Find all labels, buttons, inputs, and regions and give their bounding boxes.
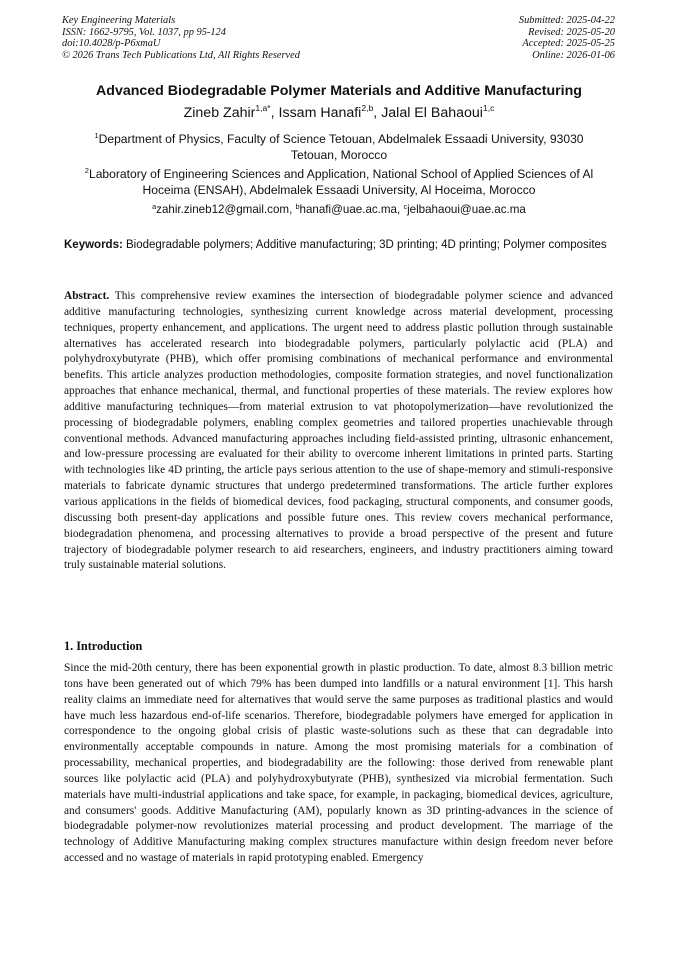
author-separator: , (270, 105, 279, 121)
affiliation-superscript: 1 (94, 131, 99, 140)
author-name: Zineb Zahir (183, 105, 256, 121)
affiliation-text: Department of Physics, Faculty of Science Tetouan, Abdelmalek Essaadi University, 93030 Tetouan, Morocco (98, 132, 584, 162)
email-link[interactable]: zahir.zineb12@gmail.com (156, 203, 290, 216)
introduction-paragraph: Since the mid-20th century, there has been exponential growth in plastic production. To date, almost 8.3 billion metric tons have been generated out of which 79% has been dumped into landfills or a natural environment [1]. This harsh reality claims an immediate need for alternatives that would serve the same purposes as traditional plastics and would have much less hazardous end-of-life scenarios. Therefore, biodegradable polymers have emerged for application in correspondence to the ongoing global crisis of plastic waste-solutions such as these that can degradable into environmentally acceptable compounds in nature. Among the most promising materials for a combination of processability, mechanical properties, and biodegradability are the following: those derived from renewable plant sources like polylactic acid (PLA) and polyhydroxybutyrate (PHB), synthesized via microbial fermentation. Such materials have multi-industrial applications and take space, for example, in packaging, biomedical devices, agriculture, and consumers' goods. Additive Manufacturing (AM), popularly known as 3D printing-advances in the science of biodegradable polymer-now revolutionizes material processing and product development. The marriage of the technology of Additive Manufacturing making complex structures manufacture within design freedom never before accessed and no wastage of materials in rapid prototyping enabled. Emergency (64, 662, 613, 865)
abstract-paragraph (64, 289, 613, 574)
author-name: Jalal El Bahaoui (381, 105, 483, 121)
keywords-text: Biodegradable polymers; Additive manufacturing; 3D printing; 4D printing; Polymer composites (126, 239, 607, 251)
keywords-label: Keywords: (64, 239, 123, 251)
affiliation-text: Laboratory of Engineering Sciences and Application, National School of Applied Sciences of Al Hoceima (ENSAH), Abdelmalek Essaadi University, Al Hoceima, Morocco (88, 167, 594, 197)
journal-doi: doi:10.4028/p-P6xmaU (62, 38, 161, 50)
accepted-date: Accepted: 2025-05-25 (522, 38, 615, 50)
journal-issn: ISSN: 1662-9795, Vol. 1037, pp 95-124 (62, 26, 226, 38)
email-superscript: c (403, 202, 408, 211)
email-superscript: b (295, 202, 300, 211)
author-superscript: 1,c (482, 103, 495, 113)
journal-name: Key Engineering Materials (62, 15, 176, 26)
email-superscript: a (152, 202, 157, 211)
author-superscript: 1,a* (255, 103, 271, 113)
affiliation-2 (75, 166, 603, 198)
affiliation-superscript: 2 (84, 166, 89, 175)
email-separator: , (397, 203, 404, 216)
author-separator: , (373, 105, 382, 121)
revised-date: Revised: 2025-05-20 (528, 26, 615, 38)
email-separator: , (289, 203, 296, 216)
keywords-paragraph (64, 237, 613, 253)
submitted-date: Submitted: 2025-04-22 (518, 15, 615, 26)
email-list (40, 202, 638, 217)
journal-copyright: © 2026 Trans Tech Publications Ltd, All Rights Reserved (62, 49, 300, 61)
author-list (40, 104, 638, 122)
author-name: Issam Hanafi (278, 105, 362, 121)
email-link[interactable]: jelbahaoui@uae.ac.ma (407, 203, 526, 216)
journal-header-left (62, 15, 300, 61)
abstract-label: Abstract. (64, 290, 110, 302)
abstract-text: This comprehensive review examines the intersection of biodegradable polymer science and advanced additive manufacturing technologies, synthesizing current knowledge across material development, processing techniques, property enhancement, and applications. The urgent need to address plastic pollution through sustainable alternatives has accelerated research into biodegradable polymers, particularly polylactic acid (PLA) and polyhydroxybutyrate (PHB), which offer promising combinations of mechanical performance and environmental benefits. This article analyzes production methodologies, composite formation strategies, and novel functionalization approaches that enhance mechanical, thermal, and functional properties of these materials. The review explores how additive manufacturing techniques—from material extrusion to vat photopolymerization—have revolutionized the processing of biodegradable polymers, enabling complex geometries and tailored properties unachievable through conventional methods. Advanced manufacturing approaches including field-assisted printing, ultrasonic enhancement, and low-pressure processing are evaluated for their ability to overcome inherent limitations in printed parts. Starting with technologies like 4D printing, the article pays serious attention to the use of shape-memory and stimuli-responsive materials to fabricate dynamic structures that undergo predetermined transformations. The article further explores various applications in the fields of biomedical devices, food packaging, structural components, and consumer goods, discussing both present-day applications and possible future ones. This review covers mechanical performance, biodegradation phenomena, and processing alternatives to provide a broad perspective of the present and future trajectory of biodegradable polymer research to aid researchers, engineers, and industry practitioners aiming toward truly sustainable material solutions. (64, 290, 613, 572)
email-link[interactable]: hanafi@uae.ac.ma (299, 203, 398, 216)
author-superscript: 2,b (361, 103, 374, 113)
section-heading: 1. Introduction (64, 639, 143, 653)
affiliation-1 (75, 131, 603, 163)
journal-header-right (519, 15, 615, 61)
online-date: Online: 2026-01-06 (532, 49, 615, 61)
paper-title: Advanced Biodegradable Polymer Materials and Additive Manufacturing (96, 83, 582, 99)
